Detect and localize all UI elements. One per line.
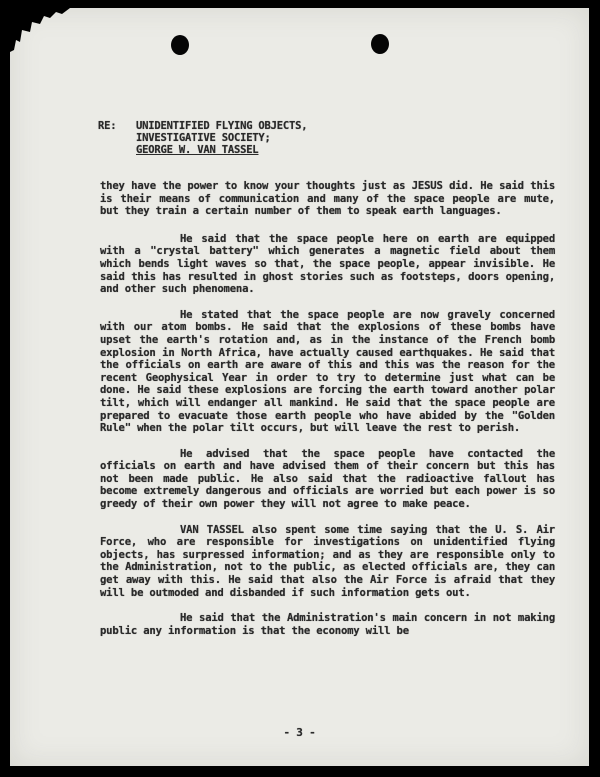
paragraph-2: He said that the space people here on earth are equipped with a "crystal battery" which generates a magnetic field about them which bends light waves so that, the space people, appear invisible. He said this has resulted in ghost stories such as footsteps, doors opening, and other such phenomena. — [100, 232, 555, 296]
paragraph-6: He said that the Administration's main concern in not making public any information is that the economy will be — [100, 612, 555, 637]
re-label: RE: — [98, 120, 117, 132]
punch-hole-left — [171, 35, 189, 55]
subject-line-3: GEORGE W. VAN TASSEL — [136, 144, 259, 156]
paragraph-3: He stated that the space people are now gravely concerned with our atom bombs. He said that the explosions of these bombs have upset the earth's rotation and, as in the instance of the French bomb explosion in North Africa, have actually caused earthquakes. He said that the officials on earth are aware of this and this was the reason for the recent Geophysical Year in order to try to determine just what can be done. He said these explosions are forcing the earth toward another polar tilt, which will endanger all mankind. He said that the space people are prepared to evacuate those earth people who have abided by the "Golden Rule" when the polar tilt occurs, but will leave the rest to perish. — [100, 308, 555, 435]
torn-corner — [10, 8, 70, 68]
document-body — [100, 180, 555, 650]
paragraph-5: VAN TASSEL also spent some time saying that the U. S. Air Force, who are responsible for investigations on unidentified flying objects, has surpressed information; and as they are responsible only to the Administration, not to the public, as elected officials are, they can get away with this. He said that also the Air Force is afraid that they will be outmoded and disbanded if such information gets out. — [100, 523, 555, 599]
paragraph-4: He advised that the space people have contacted the officials on earth and have advised them of their concern but this has not been made public. He also said that the radioactive fallout has become extremely dangerous and officials are worried but each power is so greedy of their own power they will not agree to make peace. — [100, 447, 555, 511]
page-number: - 3 - — [283, 726, 316, 739]
subject-line-1: UNIDENTIFIED FLYING OBJECTS, — [136, 120, 308, 132]
paragraph-1: they have the power to know your thoughts just as JESUS did. He said this is their means of communication and many of the space people are mute, but they train a certain number of them to speak earth languages. — [100, 180, 555, 218]
document-page — [10, 8, 589, 766]
subject-line-2: INVESTIGATIVE SOCIETY; — [136, 132, 271, 144]
punch-hole-right — [371, 34, 389, 54]
